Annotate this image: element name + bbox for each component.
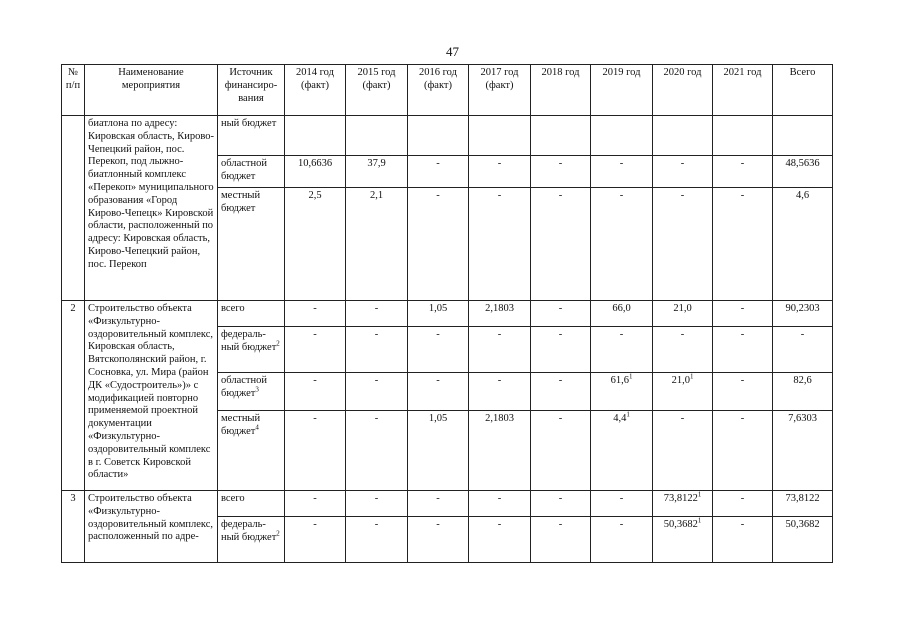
amount-cell	[713, 517, 773, 563]
amount-value: -	[497, 329, 502, 340]
amount-cell	[531, 156, 591, 188]
amount-cell	[531, 301, 591, 327]
amount-value: 37,9	[367, 158, 386, 169]
amount-cell	[591, 327, 653, 373]
amount-cell	[285, 301, 346, 327]
amount-value: 21,0	[673, 303, 692, 314]
amount-value: -	[558, 413, 563, 424]
amount-value: 1,05	[428, 413, 448, 424]
table-row	[62, 491, 833, 517]
amount-cell	[591, 156, 653, 188]
amount-cell	[773, 373, 833, 411]
amount-cell	[469, 373, 531, 411]
amount-cell	[408, 188, 469, 301]
amount-value: -	[740, 329, 745, 340]
amount-cell	[408, 517, 469, 563]
footnote-mark: 3	[255, 385, 259, 394]
amount-value: -	[619, 493, 624, 504]
amount-cell	[773, 517, 833, 563]
amount-value: 90,2303	[785, 303, 820, 314]
amount-cell	[591, 188, 653, 301]
amount-cell	[713, 301, 773, 327]
funding-source	[218, 517, 285, 563]
amount-cell	[653, 156, 713, 188]
funding-source-label: всего	[221, 303, 245, 314]
amount-cell	[591, 491, 653, 517]
amount-cell	[469, 301, 531, 327]
amount-cell	[346, 327, 408, 373]
amount-cell	[653, 411, 713, 491]
funding-source-label: местный бюджет	[221, 190, 261, 214]
amount-value: 2,1	[369, 190, 384, 201]
amount-value: -	[436, 190, 440, 201]
funding-source-label: областной бюджет	[221, 375, 267, 399]
funding-source	[218, 327, 285, 373]
amount-cell	[653, 301, 713, 327]
amount-value: -	[558, 519, 563, 530]
amount-value: -	[497, 190, 502, 201]
amount-value: -	[436, 493, 440, 504]
amount-value: -	[374, 303, 379, 314]
amount-cell	[531, 327, 591, 373]
amount-value: -	[558, 375, 563, 386]
amount-cell	[346, 373, 408, 411]
amount-value: -	[374, 375, 379, 386]
amount-value: -	[680, 158, 685, 169]
funding-source-label: федераль-ный бюджет	[221, 519, 277, 543]
amount-cell	[285, 116, 346, 156]
amount-cell	[713, 373, 773, 411]
funding-source	[218, 301, 285, 327]
amount-cell	[408, 491, 469, 517]
financing-table	[61, 64, 833, 563]
amount-cell	[531, 373, 591, 411]
amount-cell	[285, 517, 346, 563]
amount-cell	[531, 188, 591, 301]
amount-cell	[285, 188, 346, 301]
amount-value: -	[558, 329, 563, 340]
header-cell: 2015 год (факт)	[346, 65, 408, 116]
funding-source	[218, 188, 285, 301]
amount-value: 21,0	[671, 375, 690, 386]
amount-value: -	[497, 375, 502, 386]
amount-value: -	[436, 519, 440, 530]
amount-value: -	[680, 413, 685, 424]
measure-name: биатлона по адресу: Кировская область, Кирово-Чепецкий район, пос. Перекоп, под лыжно-биатлонный комплекс «Перекоп» муниципального образования «Город Кирово-Чепецк» Кировской области, расположенный по адресу: Кировская область, Кирово-Чепецкий район, пос. Перекоп	[85, 116, 218, 301]
funding-source	[218, 491, 285, 517]
amount-cell	[653, 373, 713, 411]
amount-value: 2,1803	[485, 303, 514, 314]
header-cell: Источник финансиро-вания	[218, 65, 285, 116]
amount-cell	[773, 188, 833, 301]
footnote-mark: 4	[255, 423, 259, 432]
amount-value: -	[740, 158, 745, 169]
header-cell: Всего	[773, 65, 833, 116]
amount-value: -	[558, 303, 563, 314]
measure-name: Строительство объекта «Физкультурно-оздоровительный комплекс, Кировская область, Вятскополянский район, г. Сосновка, ул. Мира (район ДК «Судостроитель»)» с модификацией повторно применяемой проектной документации «Физкультурно-оздоровительный комплекс в г. Советск Кировской области»	[85, 301, 218, 491]
amount-value: 61,6	[610, 375, 629, 386]
amount-cell	[531, 116, 591, 156]
funding-source	[218, 156, 285, 188]
amount-cell	[469, 491, 531, 517]
footnote-mark: 2	[276, 529, 280, 538]
amount-cell	[713, 188, 773, 301]
header-cell: № п/п	[62, 65, 85, 116]
amount-cell	[773, 116, 833, 156]
header-cell: 2019 год	[591, 65, 653, 116]
header-cell: Наименование мероприятия	[85, 65, 218, 116]
amount-value: -	[313, 303, 317, 314]
amount-cell	[346, 156, 408, 188]
amount-cell	[591, 517, 653, 563]
funding-source-label: местный бюджет	[221, 413, 261, 437]
amount-cell	[469, 411, 531, 491]
amount-value: -	[436, 375, 440, 386]
amount-cell	[653, 517, 713, 563]
amount-value: -	[374, 493, 379, 504]
amount-value: -	[497, 493, 502, 504]
amount-value: -	[619, 190, 624, 201]
amount-value: -	[313, 375, 317, 386]
amount-cell	[591, 411, 653, 491]
amount-value: -	[680, 329, 685, 340]
amount-cell	[713, 116, 773, 156]
amount-cell	[346, 301, 408, 327]
amount-value: -	[497, 519, 502, 530]
funding-source	[218, 116, 285, 156]
amount-cell	[408, 373, 469, 411]
amount-cell	[285, 411, 346, 491]
amount-cell	[713, 491, 773, 517]
amount-cell	[773, 491, 833, 517]
amount-cell	[285, 373, 346, 411]
amount-value: -	[558, 158, 563, 169]
row-number: 3	[62, 491, 85, 563]
amount-cell	[285, 156, 346, 188]
amount-cell	[773, 156, 833, 188]
amount-value: -	[619, 329, 624, 340]
amount-value: -	[680, 190, 685, 201]
funding-source	[218, 411, 285, 491]
funding-source-label: федераль-ный бюджет	[221, 329, 277, 353]
amount-value: -	[800, 329, 805, 340]
amount-cell	[285, 491, 346, 517]
amount-value: -	[313, 493, 317, 504]
amount-value: -	[558, 493, 563, 504]
amount-value: -	[497, 158, 502, 169]
amount-cell	[408, 411, 469, 491]
footnote-mark: 2	[276, 339, 280, 348]
footnote-mark: 1	[697, 490, 702, 499]
amount-cell	[469, 188, 531, 301]
amount-value: 10,6636	[297, 158, 333, 169]
amount-value: -	[313, 519, 317, 530]
amount-value: 50,3682	[785, 519, 820, 530]
amount-value: -	[313, 329, 317, 340]
amount-value: 73,8122	[663, 493, 698, 504]
amount-cell	[591, 373, 653, 411]
amount-value: 7,6303	[788, 413, 817, 424]
amount-value: -	[313, 413, 317, 424]
funding-source-label: областной бюджет	[221, 158, 267, 182]
footnote-mark: 1	[626, 410, 630, 419]
page-number: 47	[446, 44, 459, 59]
amount-value: 1,05	[428, 303, 448, 314]
amount-value: -	[374, 329, 379, 340]
amount-cell	[531, 491, 591, 517]
amount-cell	[653, 116, 713, 156]
measure-name: Строительство объекта «Физкультурно-оздоровительный комплекс, расположенный по адре-	[85, 491, 218, 563]
amount-cell	[285, 327, 346, 373]
header-cell: 2017 год (факт)	[469, 65, 531, 116]
amount-cell	[531, 411, 591, 491]
amount-value: 2,5	[308, 190, 322, 201]
amount-cell	[408, 301, 469, 327]
amount-value: -	[740, 413, 745, 424]
amount-value: -	[740, 303, 745, 314]
amount-cell	[653, 491, 713, 517]
amount-cell	[346, 491, 408, 517]
header-cell: 2014 год (факт)	[285, 65, 346, 116]
amount-value: -	[740, 519, 745, 530]
amount-cell	[773, 327, 833, 373]
amount-value: 4,4	[613, 413, 627, 424]
row-number	[62, 116, 85, 301]
amount-value: -	[436, 158, 440, 169]
amount-value: 4,6	[795, 190, 810, 201]
footnote-mark: 1	[689, 372, 694, 381]
funding-source-label: ный бюджет	[221, 118, 277, 129]
funding-source	[218, 373, 285, 411]
amount-cell	[591, 301, 653, 327]
header-cell: 2018 год	[531, 65, 591, 116]
amount-cell	[346, 188, 408, 301]
amount-value: -	[374, 519, 379, 530]
amount-value: 48,5636	[785, 158, 820, 169]
amount-cell	[713, 156, 773, 188]
amount-cell	[346, 411, 408, 491]
amount-cell	[653, 188, 713, 301]
table-row	[62, 116, 833, 156]
funding-source-label: всего	[221, 493, 245, 504]
footnote-mark: 1	[628, 372, 633, 381]
amount-value: -	[740, 493, 745, 504]
amount-cell	[408, 116, 469, 156]
amount-cell	[408, 156, 469, 188]
amount-value: 2,1803	[485, 413, 514, 424]
amount-cell	[773, 411, 833, 491]
amount-cell	[713, 327, 773, 373]
amount-cell	[408, 327, 469, 373]
amount-value: -	[558, 190, 563, 201]
table-row	[62, 301, 833, 327]
footnote-mark: 1	[697, 516, 702, 525]
amount-value: -	[619, 158, 624, 169]
amount-cell	[469, 327, 531, 373]
amount-value: -	[374, 413, 379, 424]
amount-value: -	[436, 329, 440, 340]
amount-value: 82,6	[793, 375, 812, 386]
row-number: 2	[62, 301, 85, 491]
amount-value: 66,0	[612, 303, 631, 314]
amount-cell	[773, 301, 833, 327]
amount-cell	[346, 517, 408, 563]
amount-cell	[469, 116, 531, 156]
amount-value: 50,3682	[663, 519, 698, 530]
amount-cell	[591, 116, 653, 156]
amount-cell	[346, 116, 408, 156]
amount-value: -	[740, 375, 745, 386]
amount-cell	[653, 327, 713, 373]
header-cell: 2021 год	[713, 65, 773, 116]
header-row	[62, 65, 833, 116]
header-cell: 2020 год	[653, 65, 713, 116]
amount-value: 73,8122	[785, 493, 820, 504]
amount-value: -	[619, 519, 624, 530]
header-cell: 2016 год (факт)	[408, 65, 469, 116]
amount-cell	[469, 517, 531, 563]
amount-cell	[531, 517, 591, 563]
amount-cell	[713, 411, 773, 491]
amount-value: -	[740, 190, 745, 201]
amount-cell	[469, 156, 531, 188]
